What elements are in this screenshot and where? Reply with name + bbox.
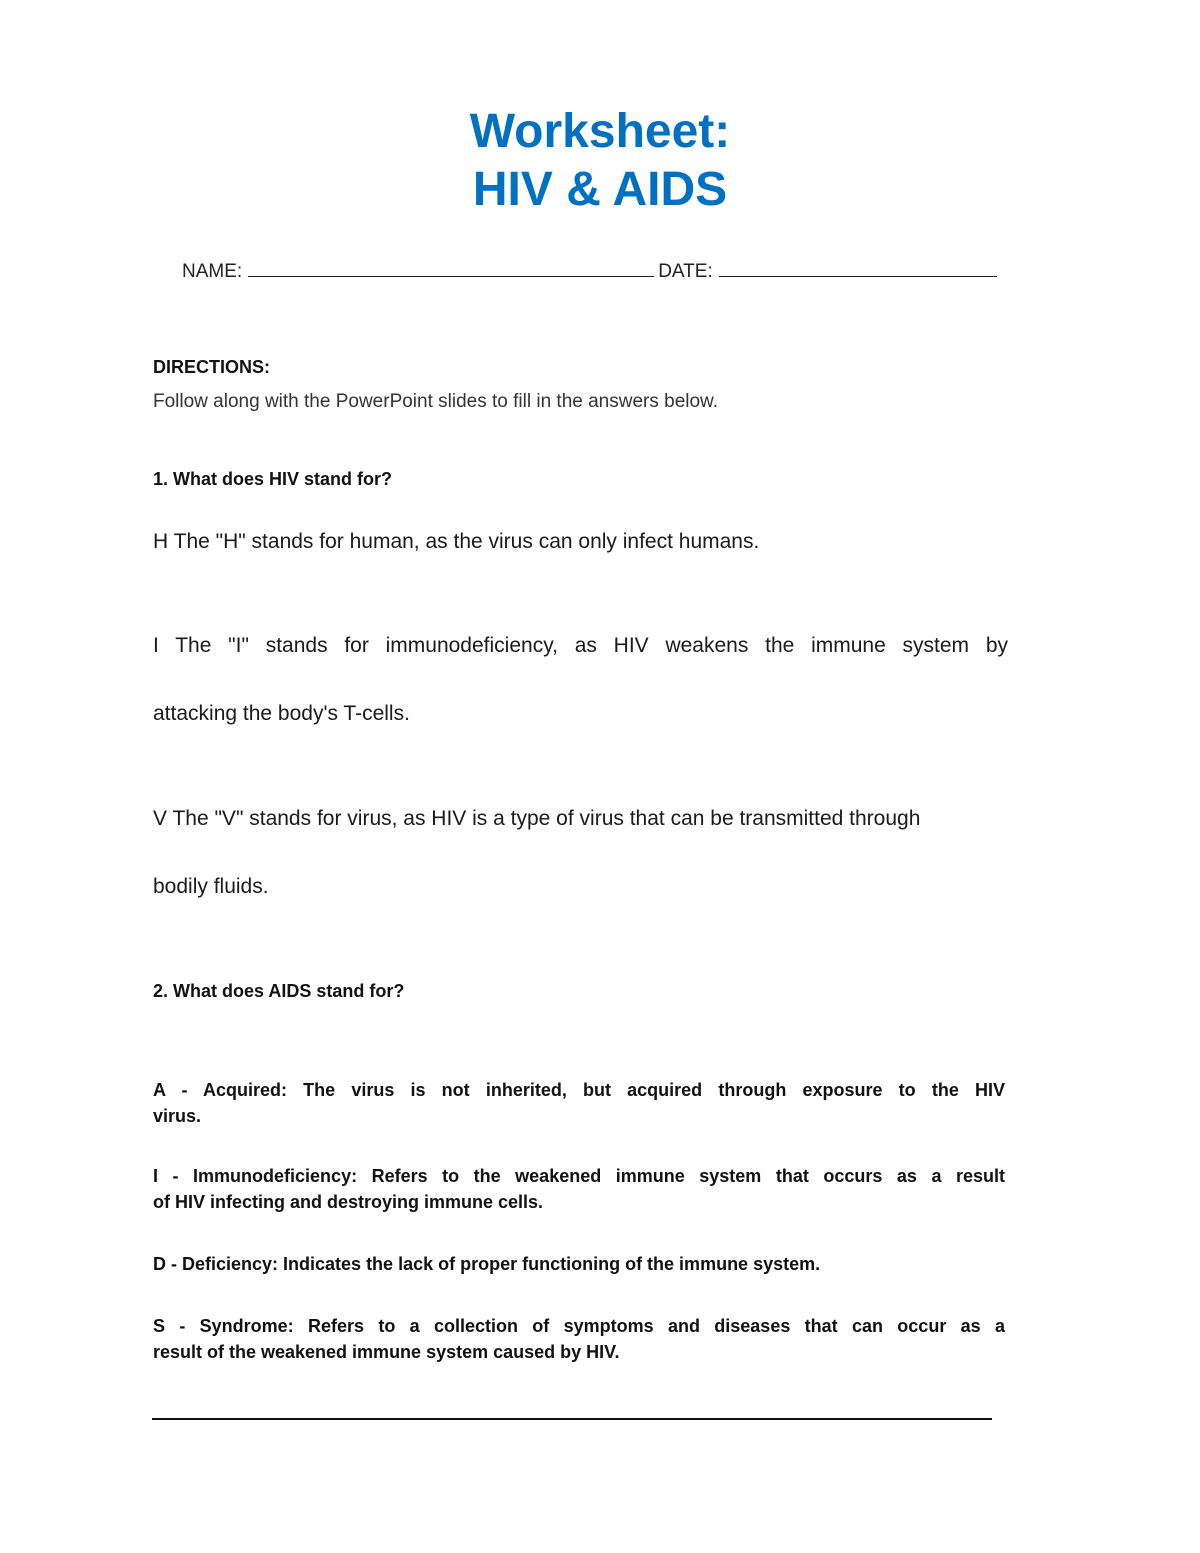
aids-item-deficiency [153,1251,1005,1277]
answer-i-line-1: I The "I" stands for immunodeficiency, as HIV weakens the immune system by [153,634,1008,657]
aids-item-acquired [153,1077,1005,1129]
name-date-row [182,260,997,283]
title-line-2: HIV & AIDS [472,163,728,216]
aids-d-line-1: D - Deficiency: Indicates the lack of proper functioning of the immune system. [153,1254,821,1274]
name-blank[interactable] [248,260,654,277]
aids-i-line-2: of HIV infecting and destroying immune cells. [153,1192,544,1212]
aids-a-line-2: virus. [153,1106,202,1126]
answer-v-line-1: V The "V" stands for virus, as HIV is a type of virus that can be transmitted through [153,807,921,830]
name-label: NAME: [182,261,243,282]
answer-h: H The "H" stands for human, as the virus can only infect humans. [153,530,760,553]
aids-a-line-1: A - Acquired: The virus is not inherited, but acquired through exposure to the HIV [153,1080,1005,1100]
aids-s-line-2: result of the weakened immune system caused by HIV. [153,1342,620,1362]
question-1-prompt: 1. What does HIV stand for? [153,469,393,489]
aids-i-line-1: I - Immunodeficiency: Refers to the weakened immune system that occurs as a result [153,1166,1005,1186]
date-label: DATE: [658,261,713,282]
answer-v-line-2: bodily fluids. [153,875,269,898]
title-line-1: Worksheet: [469,105,731,158]
answer-i-line-2: attacking the body's T-cells. [153,702,410,725]
directions-heading: DIRECTIONS: [153,357,270,377]
date-blank[interactable] [719,260,997,277]
bottom-answer-line [152,1418,992,1420]
aids-item-immunodeficiency [153,1163,1005,1215]
aids-item-syndrome [153,1313,1005,1365]
aids-s-line-1: S - Syndrome: Refers to a collection of symptoms and diseases that can occur as a [153,1316,1005,1336]
directions-text: Follow along with the PowerPoint slides to fill in the answers below. [153,391,719,412]
question-2-prompt: 2. What does AIDS stand for? [153,981,405,1001]
